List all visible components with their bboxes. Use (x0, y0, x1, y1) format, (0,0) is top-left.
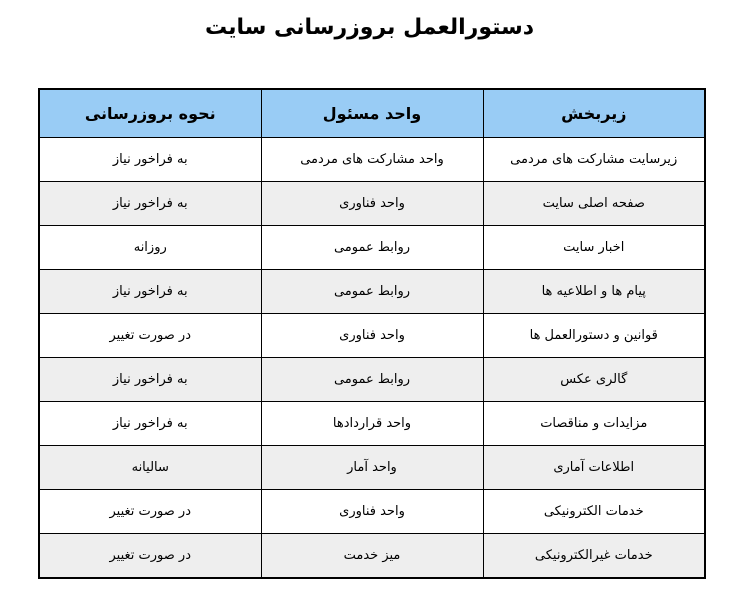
table-row (39, 446, 705, 490)
cell-unit: واحد قراردادها (261, 402, 483, 446)
cell-section: اخبار سایت (483, 226, 705, 270)
cell-section: خدمات غیرالکترونیکی (483, 534, 705, 579)
cell-method: روزانه (39, 226, 261, 270)
cell-method: به فراخور نیاز (39, 182, 261, 226)
table-row (39, 358, 705, 402)
cell-method: در صورت تغییر (39, 490, 261, 534)
cell-section: قوانین و دستورالعمل ها (483, 314, 705, 358)
table-row (39, 226, 705, 270)
cell-unit: روابط عمومی (261, 226, 483, 270)
cell-method: به فراخور نیاز (39, 358, 261, 402)
cell-section: زیرسایت مشارکت های مردمی (483, 138, 705, 182)
update-schedule-table-container (38, 88, 704, 579)
table-row (39, 138, 705, 182)
cell-unit: واحد فناوری (261, 490, 483, 534)
table-row (39, 534, 705, 579)
update-schedule-table (38, 88, 706, 579)
cell-method: در صورت تغییر (39, 314, 261, 358)
cell-unit: روابط عمومی (261, 270, 483, 314)
cell-unit: واحد مشارکت های مردمی (261, 138, 483, 182)
page-title: دستورالعمل بروزرسانی سایت (204, 15, 535, 40)
cell-section: صفحه اصلی سایت (483, 182, 705, 226)
table-row (39, 490, 705, 534)
cell-section: پیام ها و اطلاعیه ها (483, 270, 705, 314)
cell-unit: روابط عمومی (261, 358, 483, 402)
table-row (39, 314, 705, 358)
cell-method: سالیانه (39, 446, 261, 490)
header-responsible-unit: واحد مسئول (261, 89, 483, 138)
header-update-method: نحوه بروزرسانی (39, 89, 261, 138)
cell-unit: واحد فناوری (261, 314, 483, 358)
cell-section: خدمات الکترونیکی (483, 490, 705, 534)
cell-unit: واحد فناوری (261, 182, 483, 226)
cell-unit: میز خدمت (261, 534, 483, 579)
table-row (39, 270, 705, 314)
cell-method: به فراخور نیاز (39, 270, 261, 314)
table-header-row (39, 89, 705, 138)
header-section: زیربخش (483, 89, 705, 138)
table-row (39, 182, 705, 226)
cell-unit: واحد آمار (261, 446, 483, 490)
cell-section: اطلاعات آماری (483, 446, 705, 490)
cell-method: به فراخور نیاز (39, 402, 261, 446)
table-row (39, 402, 705, 446)
cell-section: گالری عکس (483, 358, 705, 402)
cell-method: به فراخور نیاز (39, 138, 261, 182)
cell-method: در صورت تغییر (39, 534, 261, 579)
cell-section: مزایدات و مناقصات (483, 402, 705, 446)
